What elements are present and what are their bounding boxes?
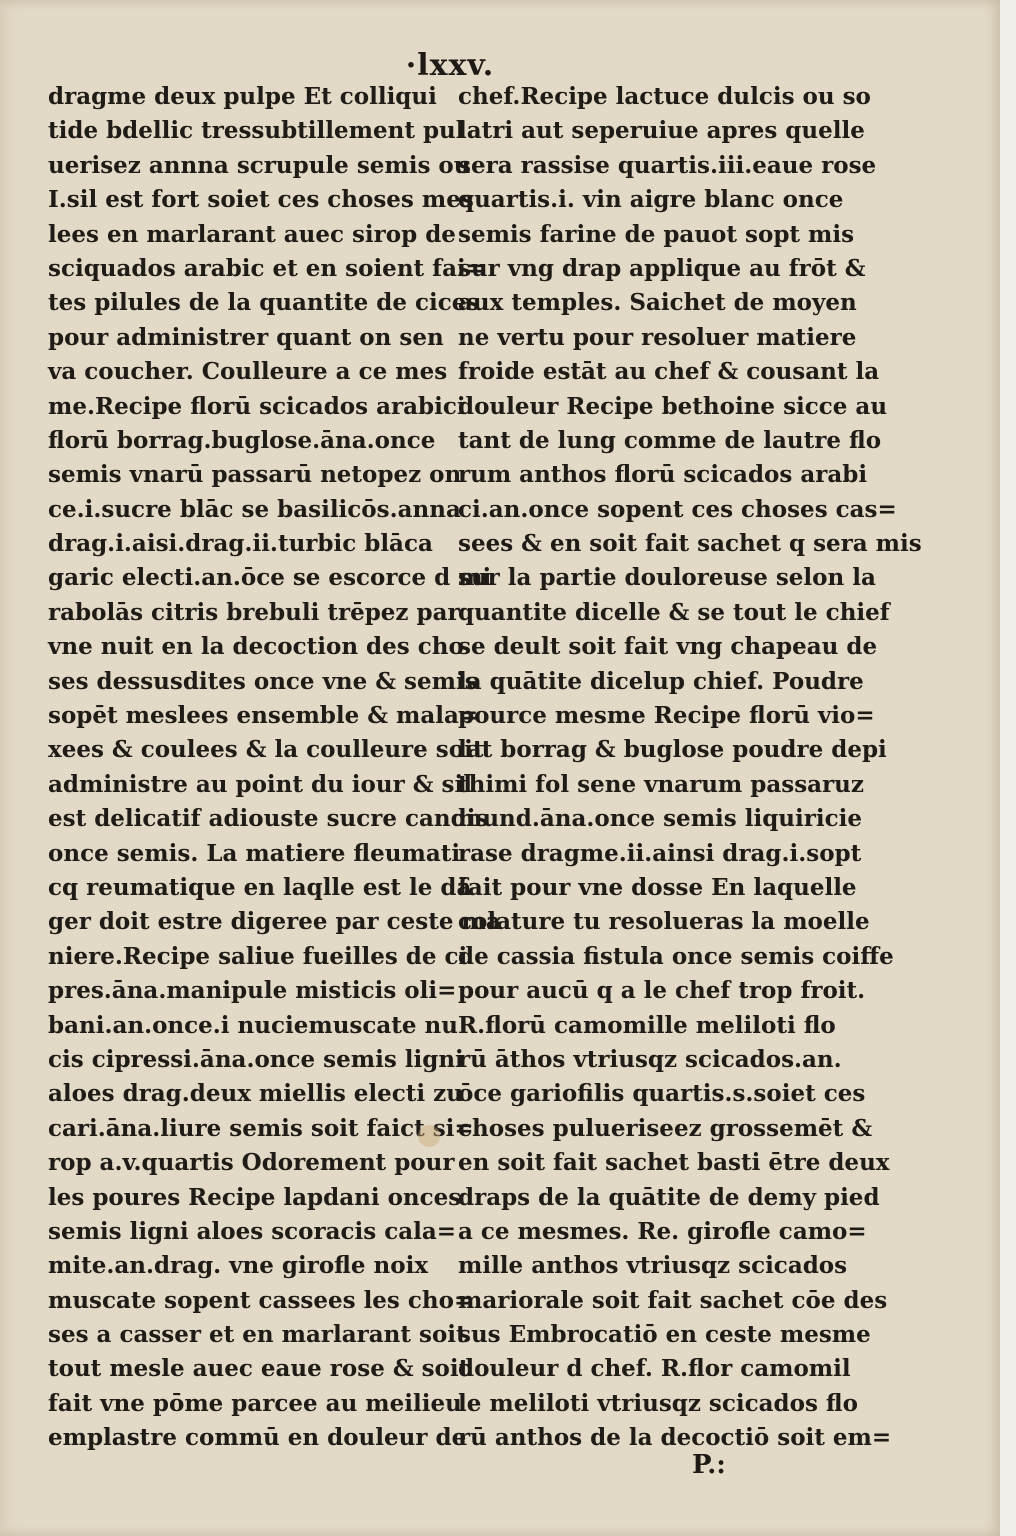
text-line: de cassia fistula once semis coiffe [458,942,894,970]
paper-stain [418,1125,440,1147]
text-line: me.Recipe florū scicados arabici [48,392,466,420]
text-line: semis farine de pauot sopt mis [458,220,855,248]
text-line: colature tu resolueras la moelle [458,908,870,936]
text-line: muscate sopent cassees les cho= [48,1286,474,1314]
text-line: sur vng drap applique au frōt & [458,254,866,282]
text-line: latri aut seperuiue apres quelle [458,117,865,145]
text-line: pres.āna.manipule misticis oli= [48,977,457,1005]
text-line: douleur Recipe bethoine sicce au [458,392,888,420]
text-line: mille anthos vtriusqz scicados [458,1252,848,1280]
text-line: mariorale soit fait sachet cōe des [458,1286,888,1314]
text-line: semis vnarū passarū netopez on [48,461,462,489]
text-line: en soit fait sachet basti ētre deux [458,1149,890,1177]
text-line: choses pulueriseez grossemēt & [458,1114,873,1142]
text-line: va coucher. Coulleure a ce mes [48,358,448,386]
text-line: niere.Recipe saliue fueilles de ci [48,942,468,970]
text-line: lat borrag & buglose poudre depi [458,736,887,764]
text-line: ce.i.sucre blāc se basilicōs.anna [48,495,461,523]
text-line: sera rassise quartis.iii.eaue rose [458,151,877,179]
text-line: aux temples. Saichet de moyen [458,289,857,317]
text-line: ci.an.once sopent ces choses cas= [458,495,897,523]
text-line: chef.Recipe lactuce dulcis ou so [458,83,871,110]
text-line: administre au point du iour & sil [48,770,472,798]
text-line: once semis. La matiere fleumati [48,839,461,867]
text-line: sees & en soit fait sachet q sera mis [458,530,922,558]
text-line: pource mesme Recipe florū vio= [458,702,875,730]
text-line: rop a.v.quartis Odorement pour [48,1149,455,1177]
text-line: tes pilules de la quantite de cices [48,289,480,317]
text-line: ses dessusdites once vne & semis [48,667,478,695]
text-line: vne nuit en la decoction des cho [48,633,464,661]
folio-number: ·lxxv. [405,48,495,83]
text-line: quantite dicelle & se tout le chief [458,598,890,626]
text-line: ne vertu pour resoluer matiere [458,323,857,351]
text-line: est delicatif adiouste sucre candis [48,805,489,833]
text-line: se deult soit fait vng chapeau de [458,633,878,661]
text-line: dragme deux pulpe Et colliqui [48,83,437,110]
text-line: fait pour vne dosse En laquelle [458,873,857,901]
text-line: ōce gariofilis quartis.s.soiet ces [458,1080,866,1108]
text-line: les poures Recipe lapdani onces [48,1183,462,1211]
text-line: uerisez annna scrupule semis ou [48,151,471,179]
text-line: bani.an.once.i nuciemuscate nu [48,1011,458,1039]
text-line: rase dragme.ii.ainsi drag.i.sopt [458,839,862,867]
text-line: aloes drag.deux miellis electi zu [48,1080,463,1108]
text-line: xees & coulees & la coulleure soit [48,736,484,764]
text-line: thimi fol sene vnarum passaruz [458,770,864,798]
text-line: tout mesle auec eaue rose & soit [48,1355,470,1383]
text-line: lees en marlarant auec sirop de [48,220,456,248]
text-line: froide estāt au chef & cousant la [458,358,880,386]
text-line: la quātite dicelup chief. Poudre [458,667,864,695]
text-line: sus Embrocatiō en ceste mesme [458,1321,871,1349]
text-line: draps de la quātite de demy pied [458,1183,880,1211]
text-line: ses a casser et en marlarant soit [48,1321,467,1349]
text-line: sur la partie douloreuse selon la [458,564,876,592]
text-line: fait vne pōme parcee au meilieu [48,1389,462,1417]
text-line: cis cipressi.āna.once semis ligni [48,1045,464,1073]
text-line: pour aucū q a le chef trop froit. [458,977,866,1005]
text-line: tant de lung comme de lautre flo [458,426,882,454]
page-edge [1000,0,1016,1536]
text-line: emplastre commū en douleur de [48,1424,467,1452]
text-line: drag.i.aisi.drag.ii.turbic blāca [48,530,433,558]
text-line: rum anthos florū scicados arabi [458,461,868,489]
left-text-column [48,80,501,1456]
text-line: sciquados arabic et en soient fai= [48,254,485,282]
text-line: semis ligni aloes scoracis cala= [48,1217,457,1245]
text-line: ger doit estre digeree par ceste ma [48,908,501,936]
signature-mark: P.: [692,1450,726,1480]
text-line: R.florū camomille meliloti flo [458,1011,836,1039]
text-line: rū āthos vtriusqz scicados.an. [458,1045,842,1073]
text-line: cari.āna.liure semis soit faict si= [48,1114,474,1142]
text-line: rabolās citris brebuli trēpez par [48,598,460,626]
text-line: I.sil est fort soiet ces choses mes [48,186,474,214]
text-line: quartis.i. vin aigre blanc once [458,186,844,214]
text-line: mund.āna.once semis liquiricie [458,805,862,833]
text-line: sopēt meslees ensemble & mala= [48,702,479,730]
text-line: rū anthos de la decoctiō soit em= [458,1424,892,1452]
right-text-column [458,80,922,1456]
text-line: garic electi.an.ōce se escorce d mi [48,564,492,592]
text-line: a ce mesmes. Re. girofle camo= [458,1217,867,1245]
text-line: tide bdellic tressubtillement pul [48,117,465,145]
text-line: douleur d chef. R.flor camomil [458,1355,851,1383]
text-line: florū borrag.buglose.āna.once [48,426,436,454]
text-line: cq reumatique en laqlle est le dā [48,873,472,901]
text-line: mite.an.drag. vne girofle noix [48,1252,429,1280]
text-line: le meliloti vtriusqz scicados flo [458,1389,858,1417]
text-line: pour administrer quant on sen [48,323,444,351]
